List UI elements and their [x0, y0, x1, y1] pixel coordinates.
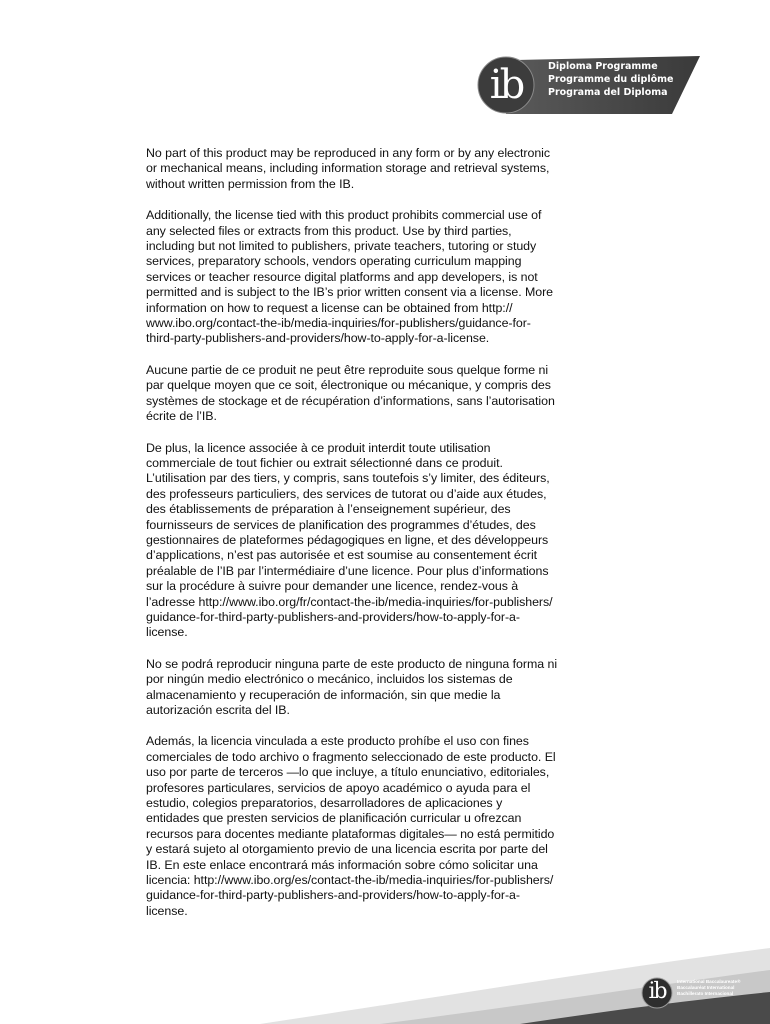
ib-logo-icon: ib — [489, 62, 523, 108]
footer-org-name: International Baccalaureate® Baccalauréat International Bachillerato Internacional — [677, 979, 741, 996]
paragraph-fr-2: De plus, la licence associée à ce produit interdit toute utilisation commerciale de tout fichier ou extrait sélectionné dans ce produit. L’utilisation par des tiers, y compris, sans toutefois s’y limiter, des éditeurs, des professeurs particuliers, des services de tutorat ou d’aide aux études, des établissements de préparation à l’enseignement supérieur, des fournisseurs de services de planification des programmes d’études, des gestionnaires de plateformes pédagogiques en ligne, et des développeurs d’applications, n’est pas autorisée et est soumise au consentement écrit préalable de l’IB par l’intermédiaire d’une licence. Pour plus d’informations sur la procédure à suivre pour demander une licence, rendez-vous à l’adresse http://www.ibo.org/fr/contact-the-ib/media-inquiries/for-publishers/ guidance-for-third-party-publishers-and-providers/how-to-apply-for-a- license. — [146, 440, 553, 640]
badge-line-fr: Programme du diplôme — [548, 74, 674, 85]
paragraph-en-1: No part of this product may be reproduced in any form or by any electronic or mechanical means, including information storage and retrieval systems, without written permission from the IB. — [146, 146, 551, 191]
paragraph-es-1: No se podrá reproducir ninguna parte de este producto de ninguna forma ni por ningún medio electrónico o mecánico, incluidos los sistemas de almacenamiento y recuperación de información, sin que medie la autorización escrita del IB. — [146, 656, 558, 717]
footer-ib-logo-icon: ib — [640, 976, 674, 1010]
legal-notice — [146, 146, 626, 935]
badge-line-en: Diploma Programme — [548, 61, 658, 72]
programme-badge — [476, 56, 700, 114]
badge-line-es: Programa del Diploma — [548, 87, 668, 98]
paragraph-en-2: Additionally, the license tied with this product prohibits commercial use of any selected files or extracts from this product. Use by third parties, including but not limited to publishers, private teachers, tutoring or study services, preparatory schools, vendors operating curriculum mapping services or teacher resource digital platforms and app developers, is not permitted and is subject to the IB’s prior written consent via a license. More information on how to request a license can be obtained from http:// www.ibo.org/contact-the-ib/media-inquiries/for-publishers/guidance-for- third-party-publishers-and-providers/how-to-apply-for-a-license. — [146, 208, 554, 346]
paragraph-fr-1: Aucune partie de ce produit ne peut être reproduite sous quelque forme ni par quelque moyen que ce soit, électronique ou mécanique, y compris des systèmes de stockage et de récupération d’informations, sans l’autorisation écrite de l’IB. — [146, 362, 555, 424]
paragraph-es-2: Además, la licencia vinculada a este producto prohíbe el uso con fines comerciales de todo archivo o fragmento seleccionado de este producto. El uso por parte de terceros —lo que incluye, a título enunciativo, editoriales, profesores particulares, servicios de apoyo académico o ayuda para el estudio, colegios preparatorios, desarrolladores de aplicaciones y entidades que presten servicios de planificación curricular u ofrezcan recursos para docentes mediante plataformas digitales— no está permitido y estará sujeto al otorgamiento previo de una licencia escrita por parte del IB. En este enlace encontrará más información sobre cómo solicitar una licencia: http://www.ibo.org/es/contact-the-ib/media-inquiries/for-publishers/ guidance-for-third-party-publishers-and-providers/how-to-apply-for-a- license. — [146, 734, 556, 918]
badge-text — [548, 60, 698, 99]
